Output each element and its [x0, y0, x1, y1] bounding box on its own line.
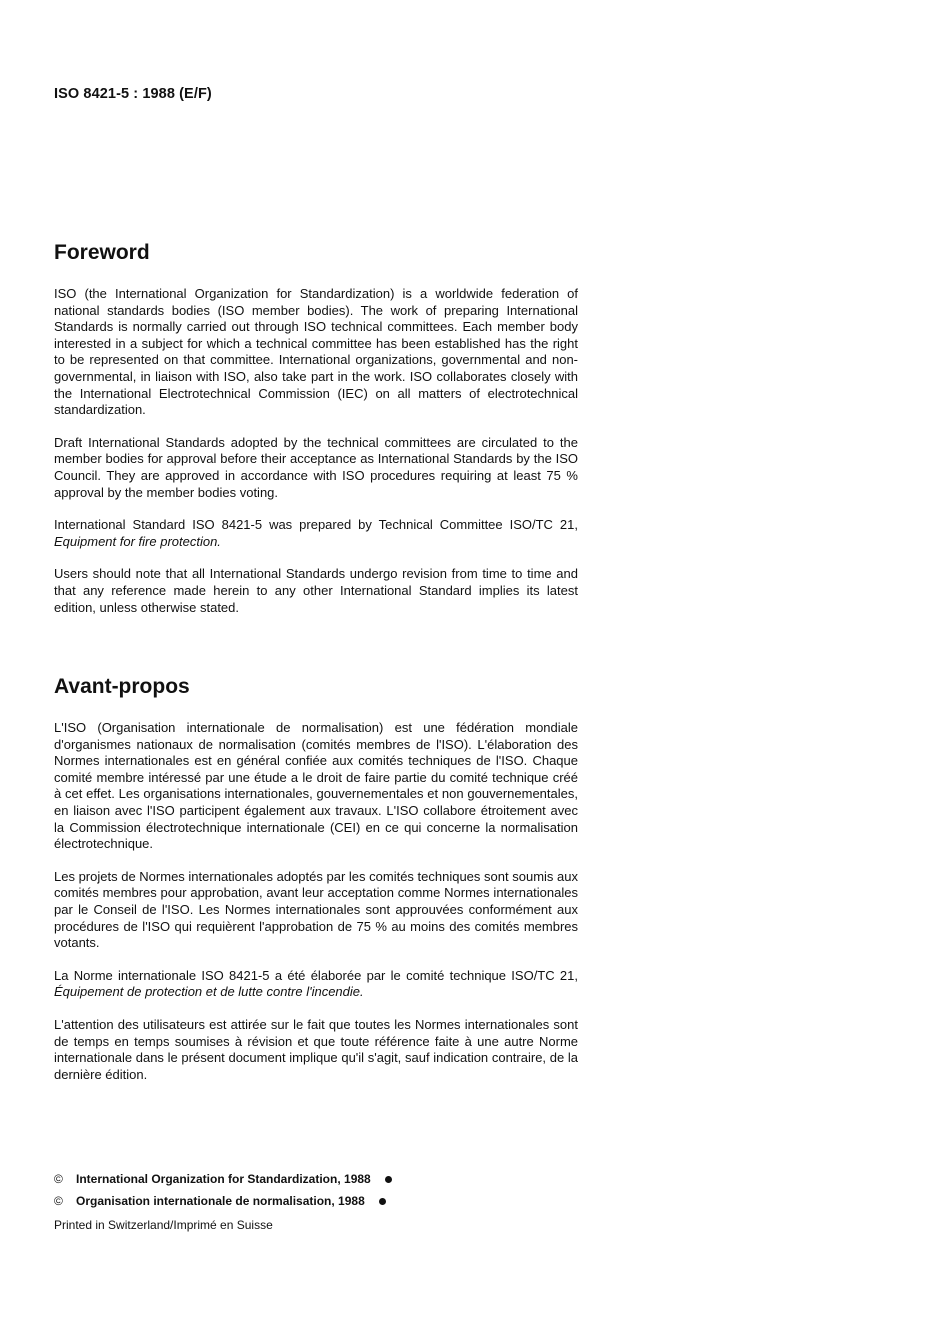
- avant-propos-title: Avant-propos: [54, 675, 190, 698]
- foreword-paragraph-3: [54, 517, 578, 550]
- avant-propos-paragraph-2: Les projets de Normes internationales adoptés par les comités techniques sont soumis aux comités membres pour approbation, avant leur acceptation comme Normes internationales par le Conseil de l'ISO. Les Normes internationales sont approuvées conformément aux procédures de l'ISO qui requièrent l'approbation de 75 % au moins des comités membres votants.: [54, 868, 578, 951]
- foreword-section: [54, 240, 578, 632]
- foreword-paragraph-2: Draft International Standards adopted by the technical committees are circulated to the member bodies for approval before their acceptance as International Standards by the ISO Council. They are approved in accordance with ISO procedures requiring at least 75 % approval by the member bodies voting.: [54, 434, 578, 500]
- foreword-paragraph-4: Users should note that all International Standards undergo revision from time to time and that any reference made herein to any other International Standard implies its latest edition, unless otherwise stated.: [54, 566, 578, 615]
- avant-propos-paragraph-1: L'ISO (Organisation internationale de normalisation) est une fédération mondiale d'organismes nationaux de normalisation (comités membres de l'ISO). L'élaboration des Normes internationales est en général confiée aux comités techniques de l'ISO. Chaque comité membre intéressé par une étude a le droit de faire partie du comité technique créé à cet effet. Les organisations internationales, gouvernementales et non gouvernementales, en liaison avec l'ISO participent également aux travaux. L'ISO collabore étroitement avec la Commission électrotechnique internationale (CEI) en ce qui concerne la normalisation électrotechnique.: [54, 720, 578, 852]
- foreword-title: Foreword: [54, 241, 150, 264]
- avant-propos-paragraph-3-text: La Norme internationale ISO 8421-5 a été élaborée par le comité technique ISO/TC 21,: [54, 967, 578, 983]
- copyright-symbol: ©: [54, 1194, 63, 1208]
- committee-title-en: Equipment for fire protection.: [54, 533, 221, 549]
- foreword-paragraph-1: ISO (the International Organization for Standardization) is a worldwide federation of national standards bodies (ISO member bodies). The work of preparing International Standards is normally carried out through ISO technical committees. Each member body interested in a subject for which a technical committee has been established has the right to be represented on that committee. International organizations, governmental and non-governmental, in liaison with ISO, also take part in the work. ISO collaborates closely with the International Electrotechnical Commission (IEC) on all matters of electrotechnical standardization.: [54, 286, 578, 418]
- printed-in: Printed in Switzerland/Imprimé en Suisse: [54, 1218, 273, 1232]
- copyright-text-fr: Organisation internationale de normalisation, 1988: [76, 1194, 365, 1208]
- committee-title-fr: Équipement de protection et de lutte contre l'incendie.: [54, 984, 364, 1000]
- avant-propos-section: [54, 674, 578, 1099]
- bullet-icon: [385, 1176, 392, 1183]
- bullet-icon: [379, 1198, 386, 1205]
- copyright-line-fr: [54, 1190, 392, 1212]
- copyright-symbol: ©: [54, 1172, 63, 1186]
- foreword-paragraph-3-text: International Standard ISO 8421-5 was prepared by Technical Committee ISO/TC 21,: [54, 517, 578, 533]
- copyright-text-en: International Organization for Standardization, 1988: [76, 1172, 371, 1186]
- document-identifier: ISO 8421-5 : 1988 (E/F): [54, 86, 212, 102]
- copyright-footer: [54, 1168, 392, 1232]
- avant-propos-paragraph-3: [54, 968, 578, 1001]
- avant-propos-paragraph-4: L'attention des utilisateurs est attirée sur le fait que toutes les Normes internationales sont de temps en temps soumises à révision et que toute référence faite à une autre Norme internationale dans le présent document implique qu'il s'agit, sauf indication contraire, de la dernière édition.: [54, 1016, 578, 1082]
- copyright-line-en: [54, 1168, 392, 1190]
